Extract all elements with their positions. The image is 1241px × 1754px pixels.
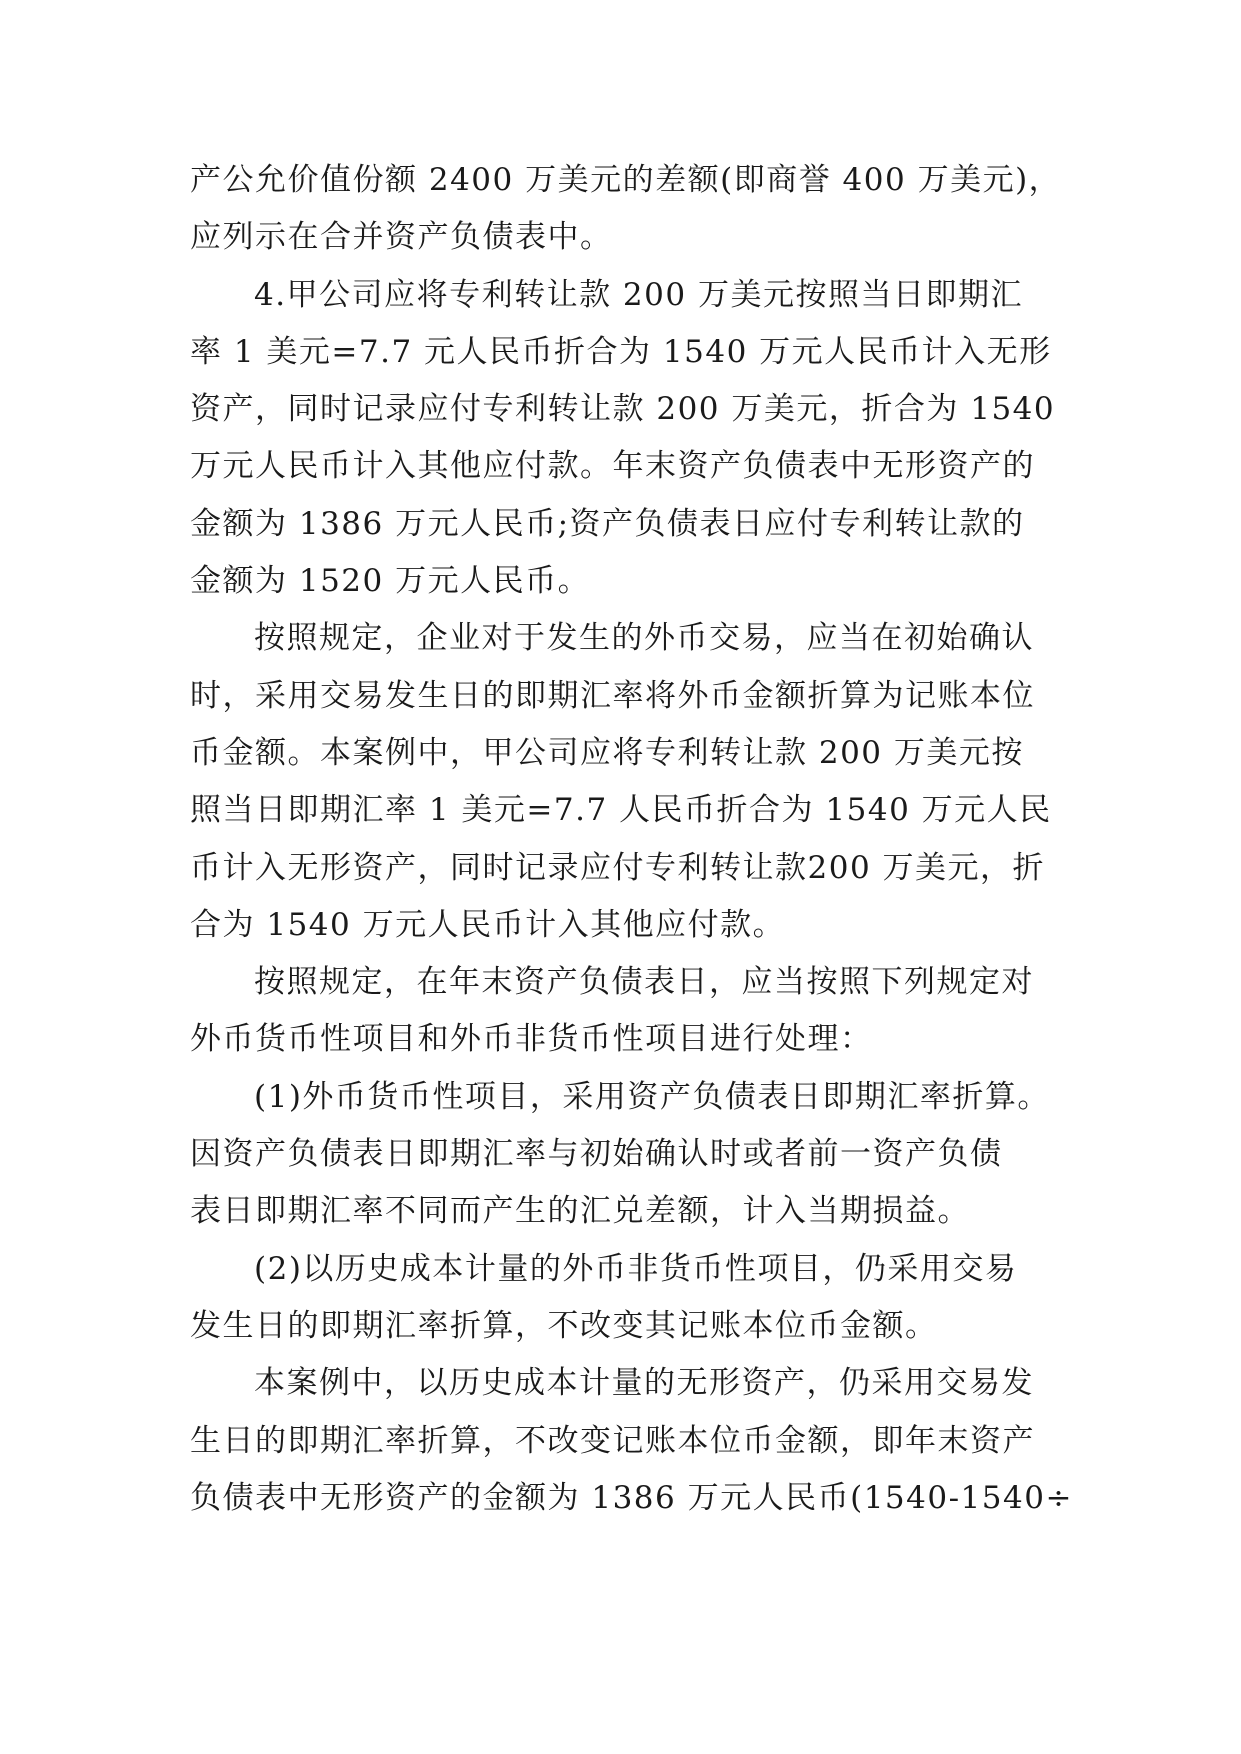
text-line: 率 1 美元=7.7 元人民币折合为 1540 万元人民币计入无形: [190, 333, 1052, 370]
text-line: 金额为 1386 万元人民币;资产负债表日应付专利转让款的: [190, 505, 1025, 542]
text-line: 产公允价值份额 2400 万美元的差额(即商誉 400 万美元)，: [190, 162, 1062, 198]
text-line: (2)以历史成本计量的外币非货币性项目，仍采用交易: [254, 1250, 1018, 1287]
text-line: 时，采用交易发生日的即期汇率将外币金额折算为记账本位: [190, 677, 1035, 714]
text-line: 发生日的即期汇率折算，不改变其记账本位币金额。: [190, 1307, 938, 1344]
text-line: 负债表中无形资产的金额为 1386 万元人民币(1540-1540÷: [190, 1479, 1073, 1516]
text-line: 生日的即期汇率折算，不改变记账本位币金额，即年末资产: [190, 1422, 1035, 1459]
text-line: 照当日即期汇率 1 美元=7.7 人民币折合为 1540 万元人民: [190, 792, 1052, 829]
text-line: 本案例中，以历史成本计量的无形资产，仍采用交易发: [254, 1365, 1034, 1402]
text-line: 按照规定，企业对于发生的外币交易，应当在初始确认: [254, 620, 1034, 657]
text-line: 按照规定，在年末资产负债表日，应当按照下列规定对: [254, 964, 1034, 1001]
text-line: (1)外币货币性项目，采用资产负债表日即期汇率折算。: [254, 1078, 1050, 1115]
text-line: 外币货币性项目和外币非货币性项目进行处理：: [190, 1021, 873, 1058]
text-line: 万元人民币计入其他应付款。年末资产负债表中无形资产的: [190, 448, 1035, 485]
text-line: 因资产负债表日即期汇率与初始确认时或者前一资产负债: [190, 1136, 1003, 1173]
text-line: 金额为 1520 万元人民币。: [190, 563, 591, 600]
text-line: 币金额。本案例中，甲公司应将专利转让款 200 万美元按: [190, 734, 1024, 771]
document-body: [190, 152, 1073, 1527]
text-line: 合为 1540 万元人民币计入其他应付款。: [190, 906, 786, 943]
text-line: 4.甲公司应将专利转让款 200 万美元按照当日即期汇: [254, 276, 1023, 313]
text-line: 表日即期汇率不同而产生的汇兑差额，计入当期损益。: [190, 1193, 970, 1230]
text-line: 资产，同时记录应付专利转让款 200 万美元，折合为 1540: [190, 391, 1056, 428]
text-line: 币计入无形资产，同时记录应付专利转让款200 万美元，折: [190, 849, 1046, 886]
text-line: 应列示在合并资产负债表中。: [190, 219, 613, 256]
